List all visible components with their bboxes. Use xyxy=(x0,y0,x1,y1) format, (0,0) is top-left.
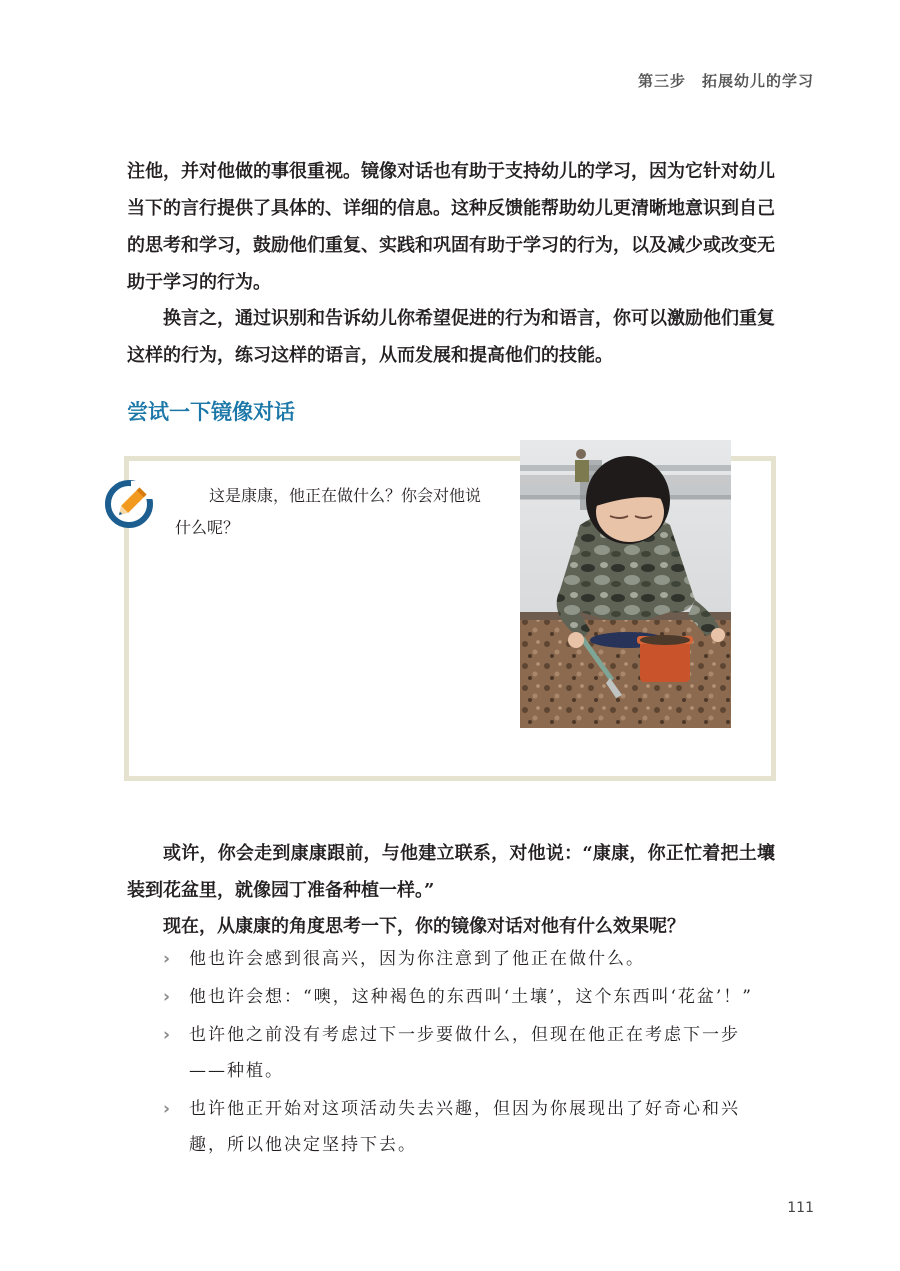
paragraph-2: 换言之，通过识别和告诉幼儿你希望促进的行为和语言，你可以激励他们重复这样的行为，练习这样的语言，从而发展和提高他们的技能。 xyxy=(127,308,775,366)
paragraph-4: 现在，从康康的角度思考一下，你的镜像对话对他有什么效果呢？ xyxy=(163,916,685,937)
paragraph-1: 注他，并对他做的事很重视。镜像对话也有助于支持幼儿的学习，因为它针对幼儿当下的言行提供了具体的、详细的信息。这种反馈能帮助幼儿更清晰地意识到自己的思考和学习，鼓励他们重复、实践和巩固有助于学习的行为，以及减少或改变无助于学习的行为。 xyxy=(127,161,775,293)
effects-list xyxy=(163,941,775,1165)
running-header: 第三步 拓展幼儿的学习 xyxy=(637,72,814,90)
chevron-right-icon: › xyxy=(163,1099,173,1119)
page-number: 111 xyxy=(787,1200,814,1216)
chevron-right-icon: › xyxy=(163,987,173,1007)
list-item-text: 也许他之前没有考虑过下一步要做什么，但现在他正在考虑下一步——种植。 xyxy=(189,1025,740,1081)
list-item xyxy=(163,1091,775,1163)
list-item xyxy=(163,1017,775,1089)
chevron-right-icon: › xyxy=(163,949,173,969)
chevron-right-icon: › xyxy=(163,1025,173,1045)
list-item xyxy=(163,979,775,1015)
pencil-icon xyxy=(104,479,154,529)
list-item-text: 也许他正开始对这项活动失去兴趣，但因为你展现出了好奇心和兴趣，所以他决定坚持下去。 xyxy=(189,1099,740,1155)
list-item xyxy=(163,941,775,977)
list-item-text: 他也许会感到很高兴，因为你注意到了他正在做什么。 xyxy=(189,949,645,969)
activity-prompt: 这是康康，他正在做什么？你会对他说什么呢？ xyxy=(175,486,482,537)
boy-planting-photo xyxy=(520,440,731,728)
section-title: 尝试一下镜像对话 xyxy=(127,400,295,424)
list-item-text: 他也许会想：“噢，这种褐色的东西叫‘土壤’，这个东西叫‘花盆’！” xyxy=(189,987,753,1007)
paragraph-3: 或许，你会走到康康跟前，与他建立联系，对他说：“康康，你正忙着把土壤装到花盆里，就像园丁准备种植一样。” xyxy=(127,843,775,901)
